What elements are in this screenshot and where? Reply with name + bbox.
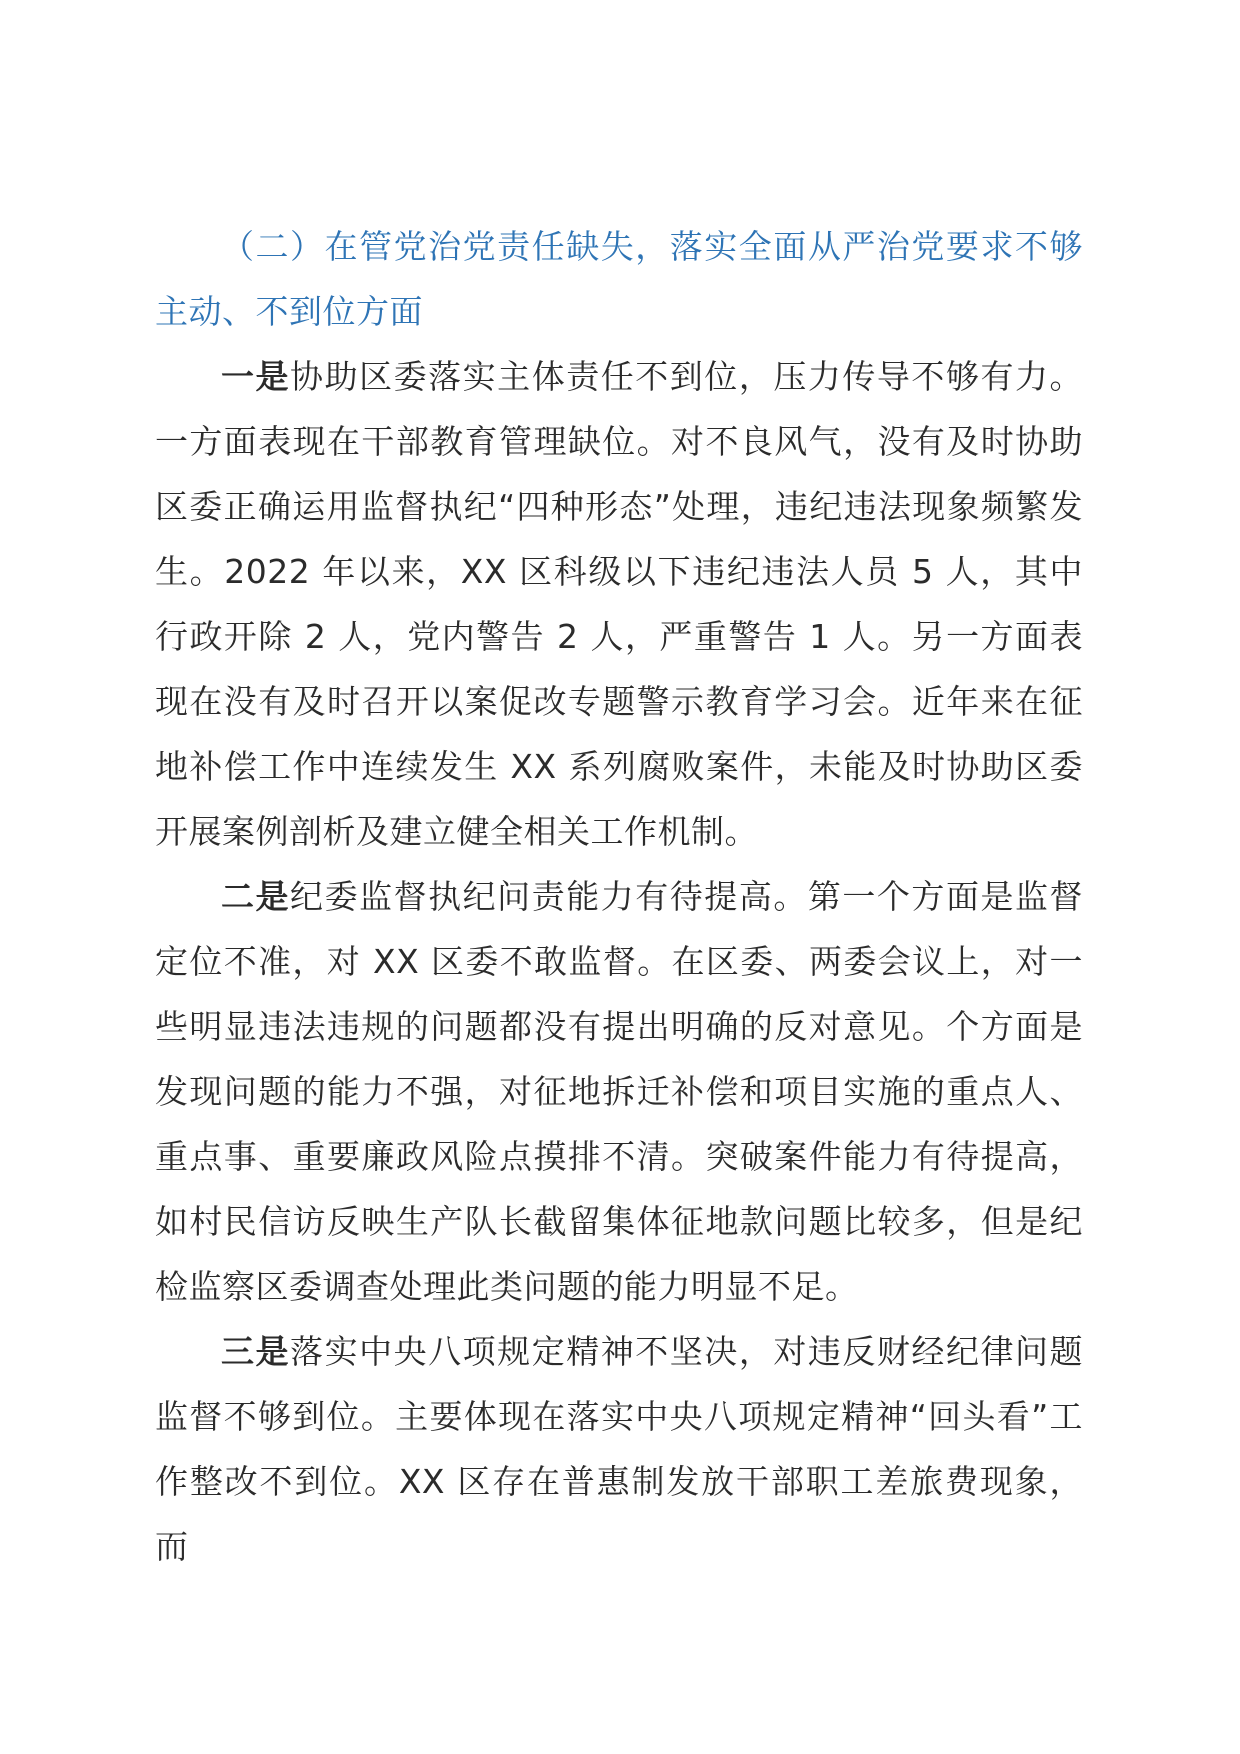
paragraph-2: [155, 864, 1083, 1319]
paragraph-3: [155, 1319, 1083, 1579]
paragraph-2-text: 纪委监督执纪问责能力有待提高。第一个方面是监督定位不准，对 XX 区委不敢监督。在区委、两委会议上，对一些明显违法违规的问题都没有提出明确的反对意见。个方面是发现问题的能力不强，对征地拆迁补偿和项目实施的重点人、重点事、重要廉政风险点摸排不清。突破案件能力有待提高，如村民信访反映生产队长截留集体征地款问题比较多，但是纪检监察区委调查处理此类问题的能力明显不足。: [155, 877, 1084, 1306]
paragraph-2-lead: 二是: [221, 877, 291, 916]
document-body: [155, 214, 1083, 1579]
paragraph-1: [155, 344, 1083, 864]
section-heading: （二）在管党治党责任缺失，落实全面从严治党要求不够主动、不到位方面: [155, 227, 1083, 331]
paragraph-1-text: 协助区委落实主体责任不到位，压力传导不够有力。一方面表现在干部教育管理缺位。对不良风气，没有及时协助区委正确运用监督执纪“四种形态”处理，违纪违法现象频繁发生。2022 年以来，XX 区科级以下违纪违法人员 5 人，其中行政开除 2 人，党内警告 2 人，严重警告 1 人。另一方面表现在没有及时召开以案促改专题警示教育学习会。近年来在征地补偿工作中连续发生 XX 系列腐败案件，未能及时协助区委开展案例剖析及建立健全相关工作机制。: [155, 357, 1084, 851]
paragraph-3-text: 落实中央八项规定精神不坚决，对违反财经纪律问题监督不够到位。主要体现在落实中央八项规定精神“回头看”工作整改不到位。XX 区存在普惠制发放干部职工差旅费现象，而: [155, 1332, 1084, 1566]
paragraph-3-lead: 三是: [221, 1332, 291, 1371]
paragraph-1-lead: 一是: [221, 357, 291, 396]
